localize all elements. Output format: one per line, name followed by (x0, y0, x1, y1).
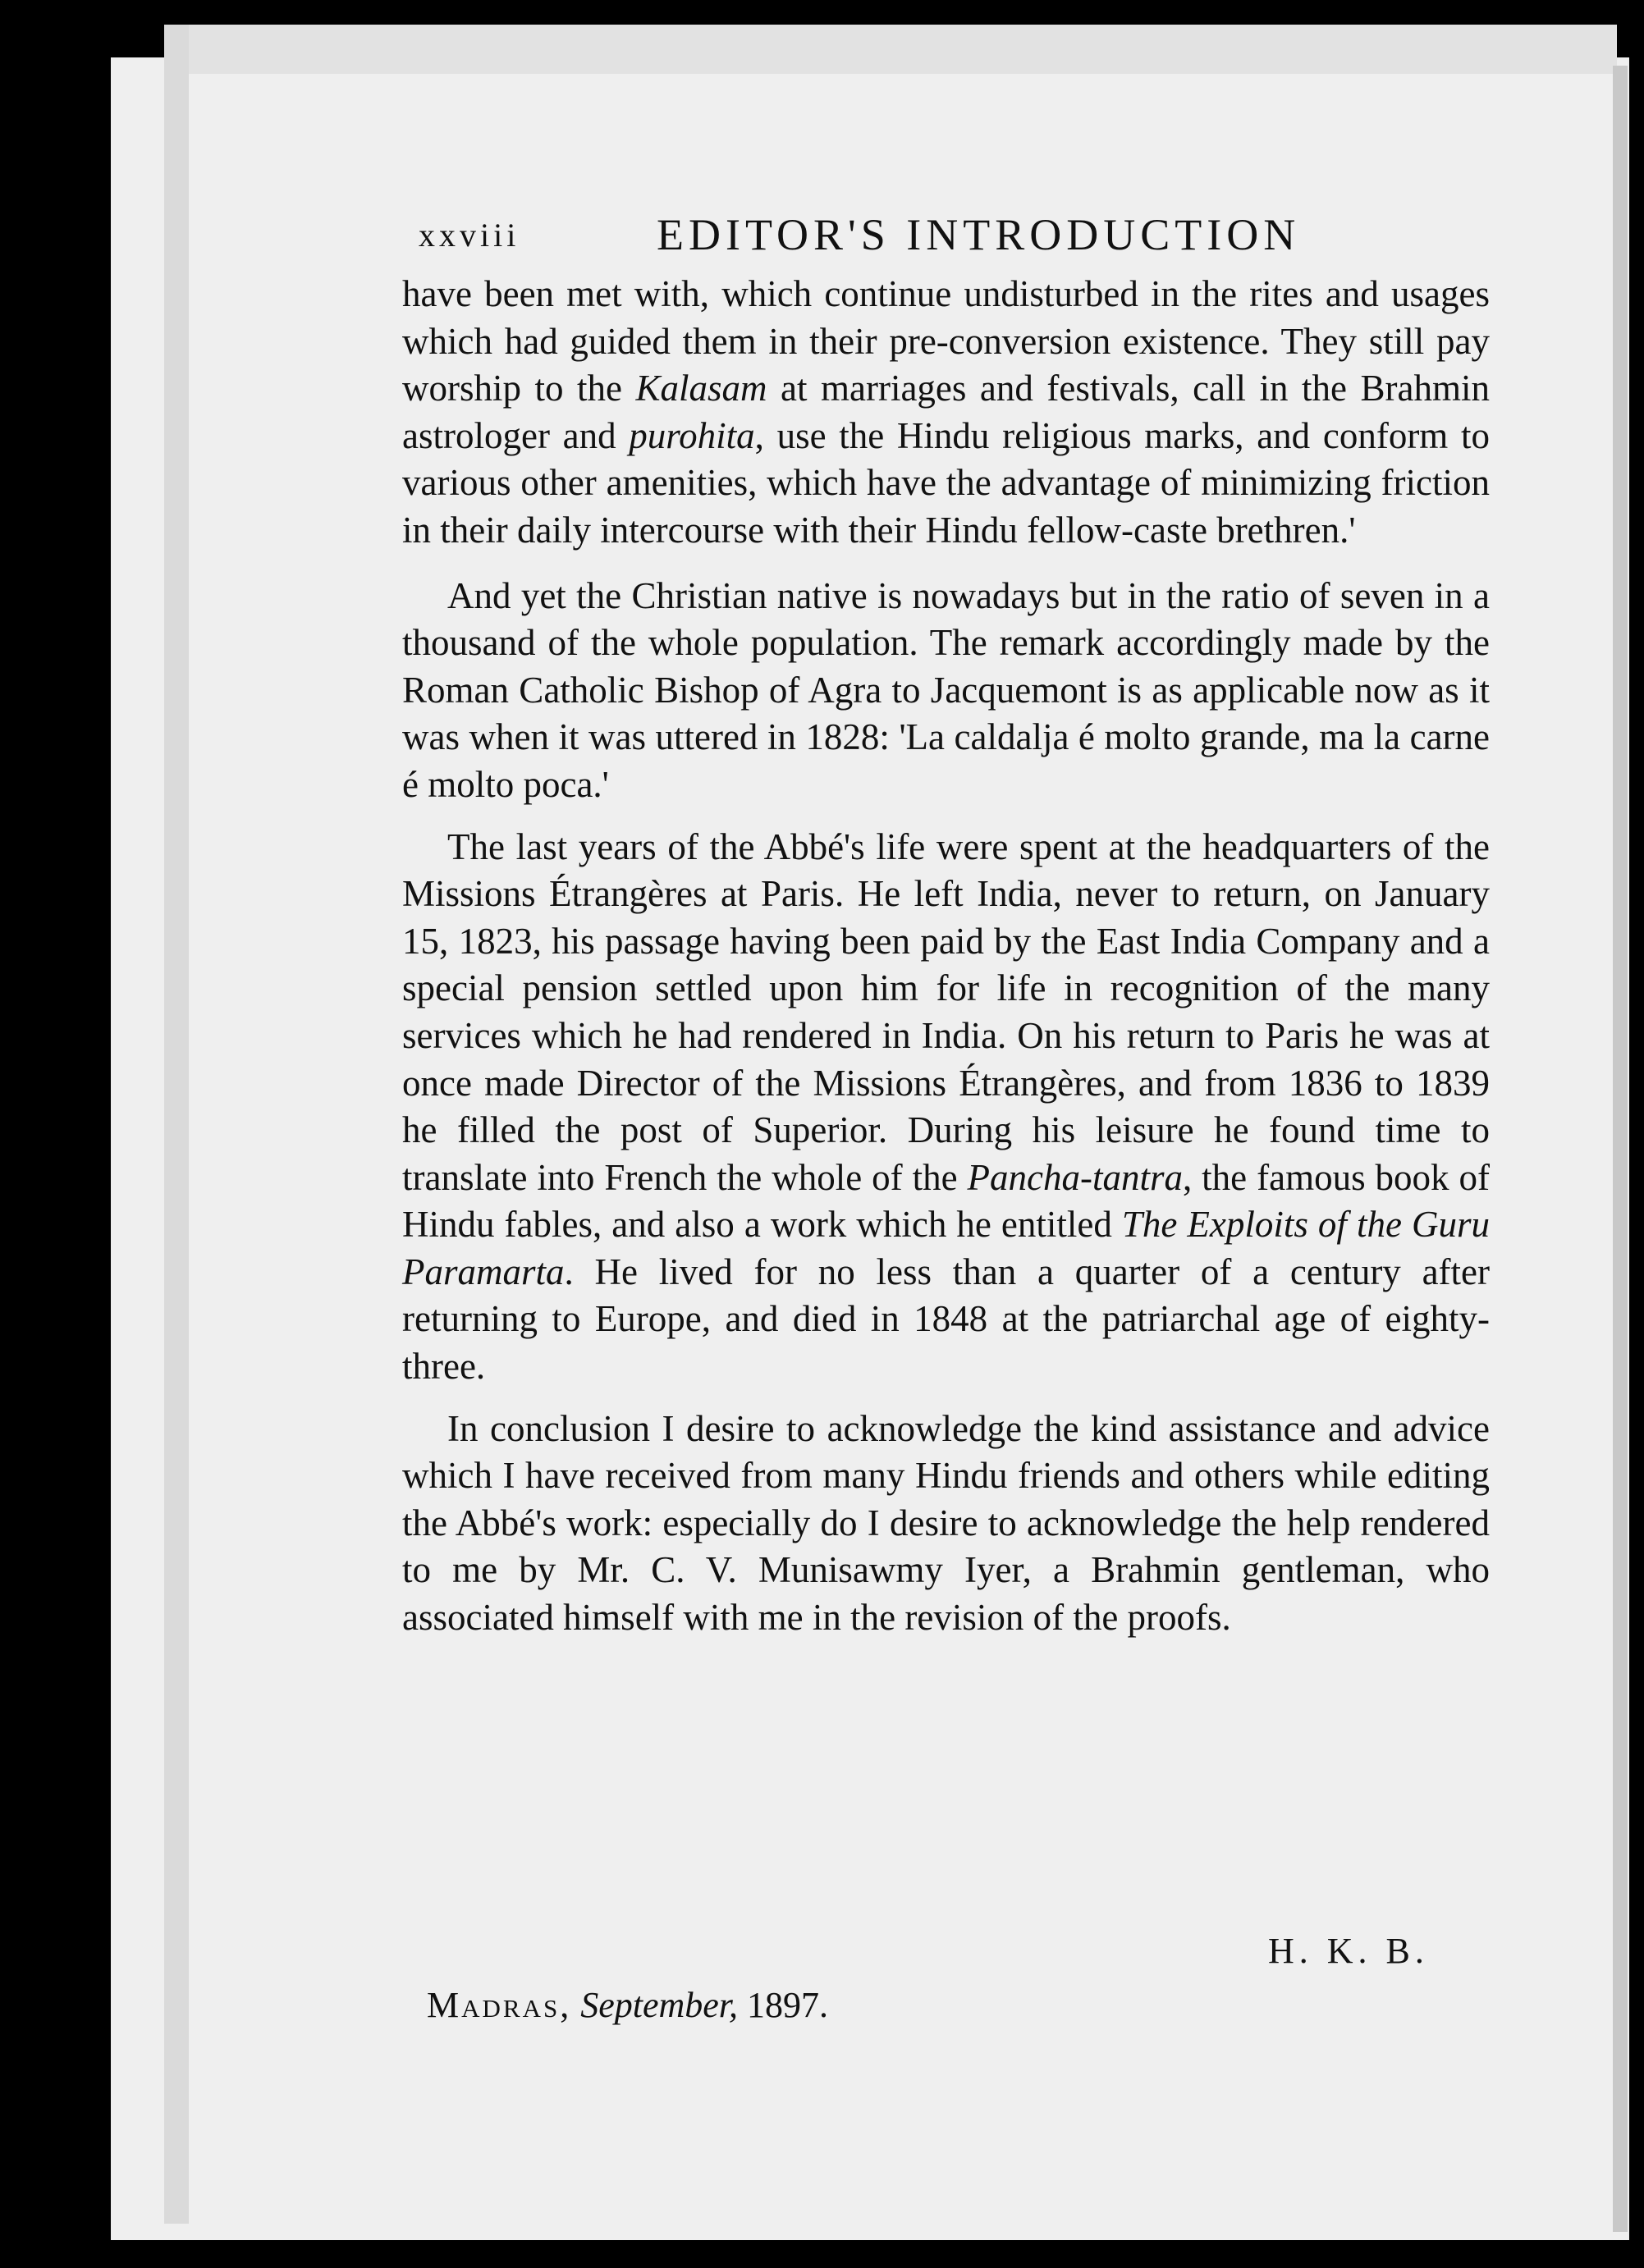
paragraph-1-text-a: have been met with, which continue undisturbed in the rites and usages which had guided them in their pre-conversion existence. They still pay worship to the (402, 273, 1490, 409)
paragraph-1-text-c: , use the Hindu religious marks, and conform to various other amenities, which have the advantage of minimizing friction in their daily intercourse with their Hindu fellow-caste brethren.' (402, 414, 1490, 551)
signature-initials: H. K. B. (1268, 1931, 1429, 1971)
dateline (427, 1984, 828, 2026)
body-text (402, 271, 1490, 1657)
dateline-year: 1897. (747, 1985, 829, 2025)
paragraph-3 (402, 824, 1490, 1391)
running-head: EDITOR'S INTRODUCTION (657, 210, 1301, 259)
paragraph-2: And yet the Christian native is nowadays but in the ratio of seven in a thousand of the whole population. The remark accordingly made by the Roman Catholic Bishop of Agra to Jacquemont is as applicable now as it was when it was uttered in 1828: 'La caldalja é molto grande, ma la carne é molto poca.' (402, 574, 1490, 805)
paragraph-1-text-b: at marriages and festivals, call in the Brahmin astrologer and (402, 368, 1490, 456)
paragraph-1 (402, 271, 1490, 555)
dateline-month: September, (580, 1985, 739, 2025)
paragraph-4: In conclusion I desire to acknowledge the kind assistance and advice which I have received from many Hindu friends and others while editing the Abbé's work: especially do I desire to acknowledge the help rendered to me by Mr. C. V. Munisawmy Iyer, a Brahmin gentleman, who associated himself with me in the revision of the proofs. (402, 1407, 1490, 1639)
paragraph-3-text-b: , the famous book of Hindu fables, and also a work which he entitled (402, 1156, 1490, 1246)
paragraph-3-text-c: . He lived for no less than a quarter of a century after returning to Europe, and died in 1848 at the patriarchal age of eighty-three. (402, 1251, 1490, 1388)
page-left-edge (164, 25, 189, 2224)
paragraph-3-italic-exploits: The Exploits of the Guru Paramarta (402, 1204, 1491, 1292)
paragraph-3-italic-pancha-tantra: Pancha-tantra (967, 1156, 1183, 1198)
page-number: xxviii (419, 217, 520, 254)
paragraph-1-italic-kalasam: Kalasam (635, 368, 767, 409)
dateline-place: Madras, (427, 1985, 572, 2025)
page-header (419, 209, 1584, 275)
paragraph-3-text-a: The last years of the Abbé's life were spent at the headquarters of the Missions Étrangères at Paris. He left India, never to return, on January 15, 1823, his passage having been paid by the East India Company and a special pension settled upon him for life in recognition of the many services which he had rendered in India. On his return to Paris he was at once made Director of the Missions Étrangères, and from 1836 to 1839 he filled the post of Superior. During his leisure he found time to translate into French the whole of the (402, 825, 1490, 1198)
paragraph-1-italic-purohita: purohita (629, 414, 755, 456)
page-top-edge (172, 25, 1617, 74)
page-right-edge (1613, 66, 1628, 2232)
